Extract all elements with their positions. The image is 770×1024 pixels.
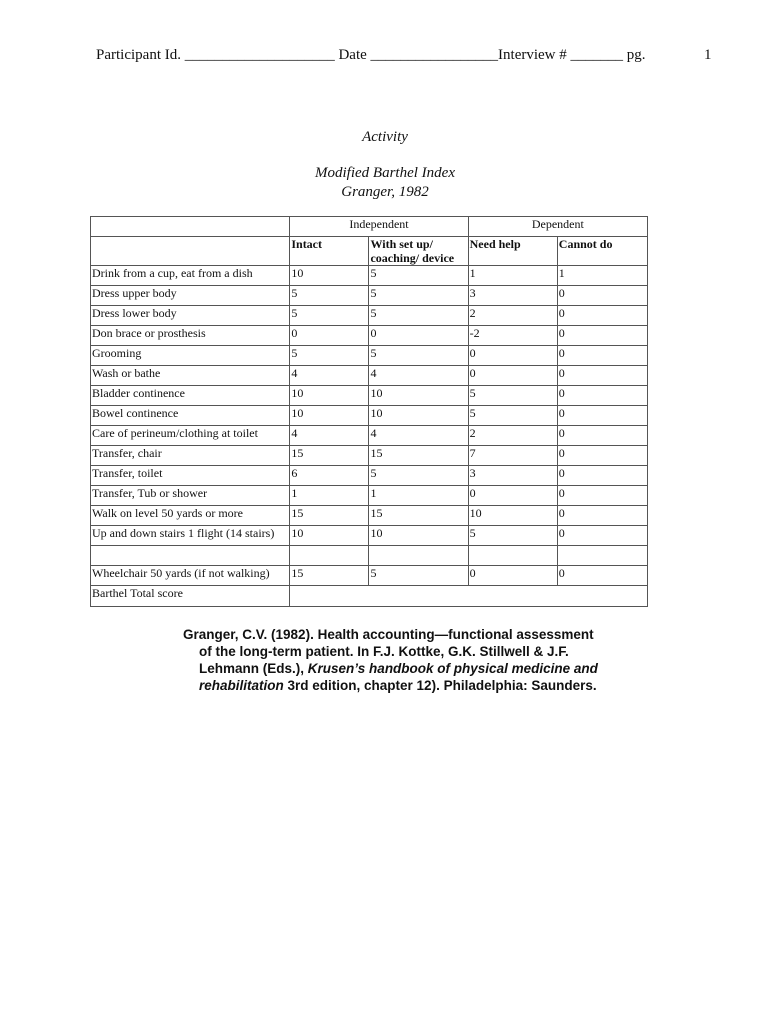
score-cell: 5 [468,386,557,406]
score-cell: 5 [468,406,557,426]
citation-book-title-cont: rehabilitation [199,678,284,693]
score-cell: 10 [369,406,468,426]
score-cell: 7 [468,446,557,466]
activity-label: Wash or bathe [91,366,290,386]
score-cell: 15 [290,506,369,526]
score-cell: 1 [557,266,647,286]
score-cell: 0 [468,566,557,586]
col-header-cannot-do: Cannot do [557,237,647,266]
table-row [91,286,648,306]
activity-label: Dress lower body [91,306,290,326]
activity-label: Dress upper body [91,286,290,306]
score-cell: 5 [369,566,468,586]
score-cell: 5 [468,526,557,546]
activity-label: Care of perineum/clothing at toilet [91,426,290,446]
score-cell: 0 [468,366,557,386]
activity-label: Don brace or prosthesis [91,326,290,346]
citation-line-3 [183,660,603,677]
citation-editors: Lehmann (Eds.), [199,661,305,676]
score-cell: 1 [290,486,369,506]
col-header-intact: Intact [290,237,369,266]
activity-label: Transfer, Tub or shower [91,486,290,506]
score-cell: 5 [369,346,468,366]
spacer-cell [468,546,557,566]
citation-line-1: Granger, C.V. (1982). Health accounting—functional assessment [183,627,594,642]
table-row [91,566,648,586]
score-cell: 0 [557,406,647,426]
score-cell: 0 [557,366,647,386]
score-cell: 0 [557,466,647,486]
score-cell: 10 [369,386,468,406]
score-cell: 0 [557,526,647,546]
score-cell: 0 [557,346,647,366]
score-cell: 0 [557,386,647,406]
score-cell: 2 [468,426,557,446]
activity-label: Bowel continence [91,406,290,426]
score-cell: 10 [468,506,557,526]
score-cell: 5 [290,286,369,306]
score-cell: 5 [290,306,369,326]
index-title: Modified Barthel Index [315,165,455,181]
table-row [91,466,648,486]
group-header-row [91,217,648,237]
activity-label: Drink from a cup, eat from a dish [91,266,290,286]
spacer-cell [369,546,468,566]
citation-line-4 [183,677,603,694]
citation-book-title: Krusen’s handbook of physical medicine and [307,661,598,676]
score-cell: 4 [290,426,369,446]
score-cell: 10 [290,406,369,426]
score-cell: 0 [369,326,468,346]
activity-label: Up and down stairs 1 flight (14 stairs) [91,526,290,546]
empty-header-cell [91,237,290,266]
score-cell: 0 [557,286,647,306]
score-cell: 0 [557,506,647,526]
score-cell: 4 [290,366,369,386]
table-row [91,386,648,406]
col-header-need-help: Need help [468,237,557,266]
col-header-setup: With set up/ coaching/ device [369,237,468,266]
table-row [91,426,648,446]
spacer-cell [290,546,369,566]
total-label: Barthel Total score [91,586,290,607]
table-row [91,326,648,346]
score-cell: 15 [369,446,468,466]
citation-line-2: of the long-term patient. In F.J. Kottke, G.K. Stillwell & J.F. [199,644,569,659]
score-cell: 0 [290,326,369,346]
score-cell: 1 [369,486,468,506]
score-cell: 3 [468,466,557,486]
participant-header-line: Participant Id. ____________________ Date _________________Interview # _______ pg. [96,47,646,63]
independent-header: Independent [290,217,468,237]
activity-label: Transfer, chair [91,446,290,466]
table-row [91,406,648,426]
score-cell: 5 [369,466,468,486]
activity-label: Bladder continence [91,386,290,406]
score-cell: 0 [557,306,647,326]
spacer-cell [557,546,647,566]
table-row [91,446,648,466]
activity-label: Walk on level 50 yards or more [91,506,290,526]
activity-label: Grooming [91,346,290,366]
score-cell: -2 [468,326,557,346]
spacer-row [91,546,648,566]
score-cell: 4 [369,366,468,386]
score-cell: 0 [557,566,647,586]
column-header-row [91,237,648,266]
score-cell: 0 [557,326,647,346]
table-row [91,346,648,366]
total-score-field[interactable] [290,586,648,607]
score-cell: 3 [468,286,557,306]
score-cell: 0 [468,346,557,366]
score-cell: 0 [468,486,557,506]
score-cell: 15 [290,566,369,586]
section-title: Activity [362,129,408,145]
score-cell: 6 [290,466,369,486]
total-row [91,586,648,607]
table-row [91,486,648,506]
table-row [91,366,648,386]
empty-header-cell [91,217,290,237]
score-cell: 0 [557,446,647,466]
score-cell: 5 [369,266,468,286]
score-cell: 10 [290,526,369,546]
page-number: 1 [704,47,712,63]
score-cell: 0 [557,486,647,506]
score-cell: 5 [369,306,468,326]
citation-edition: 3rd edition, chapter 12). Philadelphia: Saunders. [287,678,597,693]
table-row [91,306,648,326]
index-author: Granger, 1982 [341,184,429,200]
activity-label: Transfer, toilet [91,466,290,486]
score-cell: 5 [290,346,369,366]
table-row [91,526,648,546]
score-cell: 10 [290,266,369,286]
score-cell: 2 [468,306,557,326]
citation [183,626,603,694]
score-cell: 10 [369,526,468,546]
table-row [91,506,648,526]
dependent-header: Dependent [468,217,647,237]
score-cell: 15 [369,506,468,526]
score-cell: 0 [557,426,647,446]
score-cell: 15 [290,446,369,466]
score-cell: 10 [290,386,369,406]
activity-label: Wheelchair 50 yards (if not walking) [91,566,290,586]
table-row [91,266,648,286]
score-cell: 1 [468,266,557,286]
score-cell: 5 [369,286,468,306]
spacer-cell [91,546,290,566]
barthel-table [90,216,648,607]
score-cell: 4 [369,426,468,446]
